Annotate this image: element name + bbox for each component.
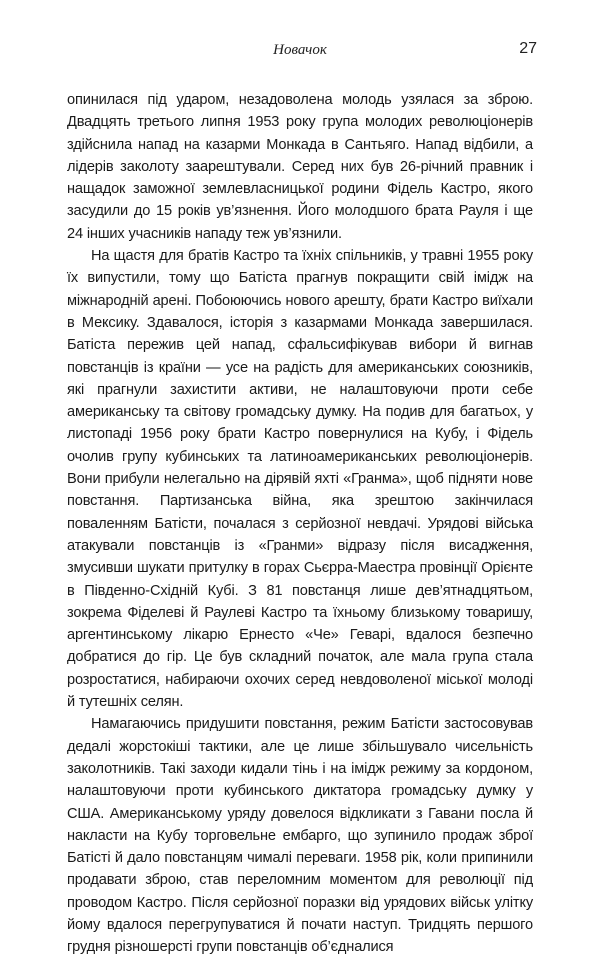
paragraph-2: На щастя для братів Кастро та їхніх спільників, у травні 1955 року їх випустили, тому що Батіста прагнув покращити свій імідж на міжнародній арені. Побоюючись нового арешту, брати Кастро виїхали в Мексику. Здавалося, історія з казармами Монкада завершилася. Батіста пережив цей напад, сфальсифікував вибори й вигнав повстанців із країни — усе на радість для американських союзників, які прагнули захистити активи, не налаштовуючи проти себе американську та світову громадську думку. На подив для багатьох, у листопаді 1956 року брати Кастро повернулися на Кубу, і Фідель очолив групу кубинських та латиноамериканських революціонерів. Вони прибули нелегально на дірявій яхті «Гранма», щоб підняти нове повстання. Партизанська війна, яка зрештою закінчилася поваленням Батісти, почалася з серйозної невдачі. Урядові війська атакували повстанців із «Гранми» відразу після висадження, змусивши шукати притулку в горах Сьєрра-Маестра провінції Орієнте в Південно-Східній Кубі. З 81 повстанця лише дев’ятнадцятьом, зокрема Фіделеві й Раулеві Кастро та їхньому близькому товаришу, аргентинському лікарю Ернесто «Че» Геварі, вдалося безпечно добратися до гір. Це був складний початок, але мала група стала розростатися, набираючи охочих серед невдоволеної міської молоді й тутешніх селян. bbox=[67, 248, 533, 711]
body-text bbox=[67, 89, 533, 959]
running-title: Новачок bbox=[273, 42, 327, 58]
paragraph-3: Намагаючись придушити повстання, режим Батісти застосовував дедалі жорстокіші тактики, але це лише збільшувало чисельність заколотників. Такі заходи кидали тінь і на імідж режиму за кордоном, налаштовуючи проти кубинського диктатора громадську думку у США. Американському уряду довелося відкликати з Гавани посла й накласти на Кубу торговельне ембарго, що зупинило продаж зброї Батісті й дало повстанцям чималі переваги. 1958 рік, коли припинили продавати зброю, став переломним моментом для революції під проводом Кастро. Після серйозної поразки від урядових військ улітку йому вдалося перегрупуватися й почати наступ. Тридцять першого грудня різношерсті групи повстанців об’єдналися bbox=[67, 716, 533, 956]
page-number: 27 bbox=[519, 40, 537, 57]
paragraph-1: опинилася під ударом, незадоволена молодь узялася за зброю. Двадцять третього липня 1953 року група молодих революціонерів здійснила напад на казарми Монкада в Сантьяго. Напад відбили, а лідерів заколоту заарештували. Серед них був 26-річний правник і нащадок заможної землевласницької родини Фідель Кастро, якого засудили до 15 років ув’язнення. Його молодшого брата Рауля і ще 24 інших учасників нападу теж ув’язнили. bbox=[67, 92, 533, 242]
